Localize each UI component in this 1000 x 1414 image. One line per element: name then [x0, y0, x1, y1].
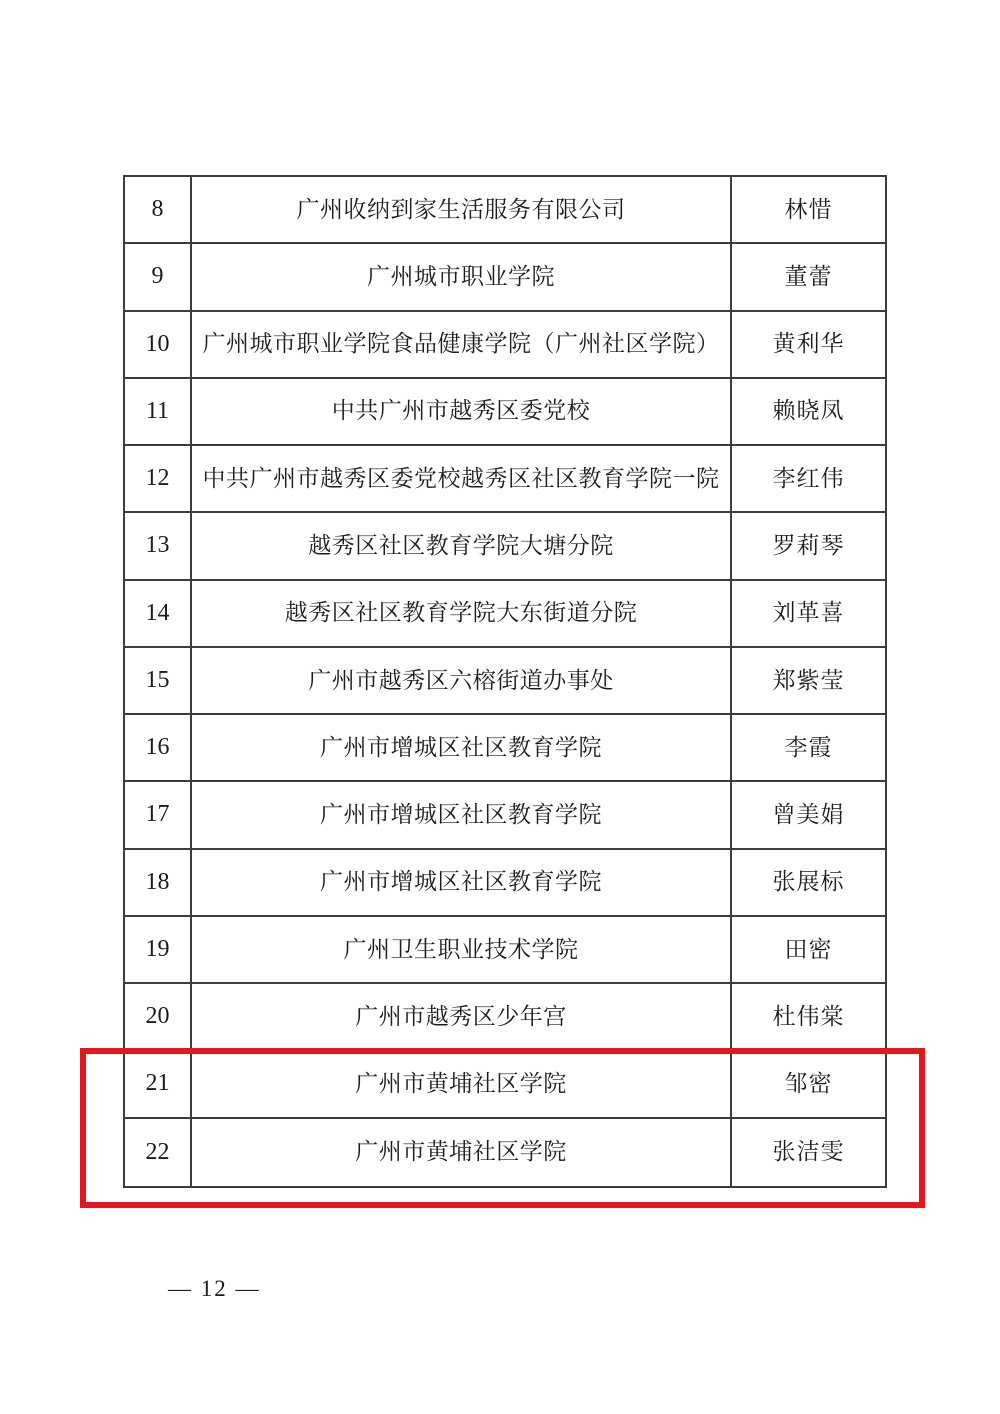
- table-row: [125, 1119, 885, 1186]
- table-row: [125, 850, 885, 917]
- org-name: 广州市越秀区少年宫: [192, 984, 732, 1049]
- table-row: [125, 917, 885, 984]
- person-name: 田密: [784, 936, 833, 962]
- person-name: 曾美娟: [772, 802, 845, 828]
- org-name: 广州市增城区社区教育学院: [192, 850, 732, 915]
- row-number: 16: [125, 715, 192, 780]
- row-number: 15: [125, 648, 192, 713]
- row-number: 14: [125, 581, 192, 646]
- org-name: 广州城市职业学院: [192, 244, 732, 309]
- org-name: 中共广州市越秀区委党校: [192, 379, 732, 444]
- table-row: [125, 984, 885, 1051]
- row-number: 13: [125, 513, 192, 578]
- org-name: 广州市越秀区六榕街道办事处: [192, 648, 732, 713]
- org-name: 中共广州市越秀区委党校越秀区社区教育学院一院: [192, 446, 732, 511]
- row-number: 19: [125, 917, 192, 982]
- org-name: 广州市增城区社区教育学院: [192, 715, 732, 780]
- person-name: 郑紫莹: [772, 667, 845, 693]
- page-number: — 12 —: [168, 1276, 261, 1301]
- row-number: 10: [125, 312, 192, 377]
- row-number: 9: [125, 244, 192, 309]
- row-number: 11: [125, 379, 192, 444]
- org-name: 广州城市职业学院食品健康学院（广州社区学院）: [192, 312, 732, 377]
- row-number: 18: [125, 850, 192, 915]
- org-name: 广州市黄埔社区学院: [192, 1051, 732, 1116]
- table-row: [125, 379, 885, 446]
- person-name: 李霞: [784, 734, 833, 760]
- table-row: [125, 648, 885, 715]
- org-name: 越秀区社区教育学院大塘分院: [192, 513, 732, 578]
- person-name: 张洁雯: [772, 1139, 845, 1165]
- table: [123, 175, 887, 1188]
- row-number: 17: [125, 782, 192, 847]
- table-row: [125, 244, 885, 311]
- row-number: 8: [125, 177, 192, 242]
- person-name: 杜伟棠: [772, 1003, 845, 1029]
- table-row: [125, 513, 885, 580]
- org-name: 越秀区社区教育学院大东街道分院: [192, 581, 732, 646]
- table-row: [125, 446, 885, 513]
- row-number: 22: [125, 1119, 192, 1186]
- person-name: 李红伟: [772, 465, 845, 491]
- person-name: 董蕾: [784, 263, 833, 289]
- person-name: 赖晓凤: [772, 398, 845, 424]
- row-number: 21: [125, 1051, 192, 1116]
- person-name: 刘革喜: [772, 600, 845, 626]
- person-name: 黄利华: [772, 331, 845, 357]
- org-name: 广州卫生职业技术学院: [192, 917, 732, 982]
- org-name: 广州市增城区社区教育学院: [192, 782, 732, 847]
- org-name: 广州收纳到家生活服务有限公司: [192, 177, 732, 242]
- table-row: [125, 177, 885, 244]
- table-row: [125, 581, 885, 648]
- person-name: 罗莉琴: [772, 533, 845, 559]
- row-number: 12: [125, 446, 192, 511]
- table-row: [125, 312, 885, 379]
- row-number: 20: [125, 984, 192, 1049]
- org-name: 广州市黄埔社区学院: [192, 1119, 732, 1186]
- table-row: [125, 715, 885, 782]
- table-row: [125, 1051, 885, 1118]
- person-name: 邹密: [784, 1071, 833, 1097]
- person-name: 张展标: [772, 869, 845, 895]
- person-name: 林惜: [784, 196, 833, 222]
- table-row: [125, 782, 885, 849]
